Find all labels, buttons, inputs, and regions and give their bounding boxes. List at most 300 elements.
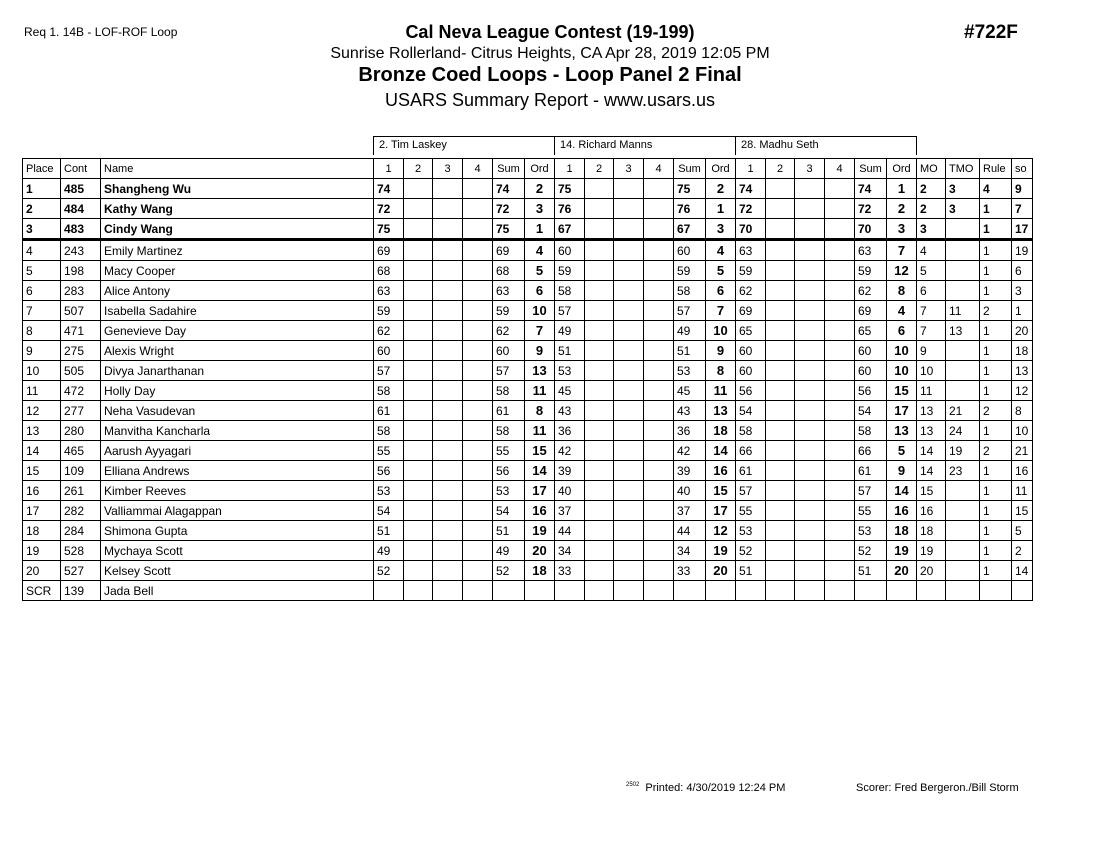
cell-cont: 505 [61, 361, 101, 381]
cell-j1-3 [433, 219, 463, 240]
cell-j2-3 [614, 219, 644, 240]
col-j2-sum: Sum [674, 159, 706, 179]
cell-j1-2 [404, 481, 433, 501]
cell-j1-1: 59 [374, 301, 404, 321]
cell-name: Shangheng Wu [101, 179, 374, 199]
cell-j1-sum [493, 581, 525, 601]
cell-mo [917, 581, 946, 601]
cell-cont: 198 [61, 261, 101, 281]
cell-place: 14 [23, 441, 61, 461]
cell-j2-3 [614, 321, 644, 341]
cell-j1-2 [404, 541, 433, 561]
cell-j1-4 [463, 421, 493, 441]
cell-j1-ord: 19 [525, 521, 555, 541]
cell-j1-1: 51 [374, 521, 404, 541]
cell-j1-sum: 75 [493, 219, 525, 240]
cell-j2-sum: 42 [674, 441, 706, 461]
cell-place: 12 [23, 401, 61, 421]
cell-place: SCR [23, 581, 61, 601]
cell-j3-3 [795, 381, 825, 401]
cell-rule: 1 [980, 421, 1012, 441]
cell-j2-3 [614, 281, 644, 301]
cell-j3-2 [766, 321, 795, 341]
cell-j1-3 [433, 281, 463, 301]
col-j3-4: 4 [825, 159, 855, 179]
cell-rule: 2 [980, 401, 1012, 421]
cell-rule: 1 [980, 561, 1012, 581]
cell-j3-sum: 61 [855, 461, 887, 481]
cell-j1-ord: 9 [525, 341, 555, 361]
cell-j1-3 [433, 261, 463, 281]
cell-j2-4 [644, 581, 674, 601]
cell-j2-sum: 39 [674, 461, 706, 481]
cell-mo: 9 [917, 341, 946, 361]
cell-j3-1 [736, 581, 766, 601]
cell-cont: 139 [61, 581, 101, 601]
cell-so: 1 [1012, 301, 1033, 321]
cell-j1-3 [433, 381, 463, 401]
cell-j1-2 [404, 381, 433, 401]
cell-so: 18 [1012, 341, 1033, 361]
cell-j2-2 [585, 501, 614, 521]
cell-place: 5 [23, 261, 61, 281]
cell-name: Elliana Andrews [101, 461, 374, 481]
cell-j2-4 [644, 261, 674, 281]
cell-j1-2 [404, 501, 433, 521]
cell-j2-2 [585, 541, 614, 561]
cell-j2-1: 53 [555, 361, 585, 381]
cell-cont: 284 [61, 521, 101, 541]
printed-date: Printed: 4/30/2019 12:24 PM [645, 782, 786, 794]
cell-j2-1: 59 [555, 261, 585, 281]
cell-place: 8 [23, 321, 61, 341]
cell-j3-2 [766, 401, 795, 421]
table-row [23, 281, 1033, 301]
cell-j2-ord: 14 [706, 441, 736, 461]
cell-mo: 2 [917, 199, 946, 219]
cell-j2-ord: 12 [706, 521, 736, 541]
table-row [23, 581, 1033, 601]
cell-j1-1: 54 [374, 501, 404, 521]
cell-place: 1 [23, 179, 61, 199]
cell-name: Isabella Sadahire [101, 301, 374, 321]
cell-j3-3 [795, 441, 825, 461]
cell-j2-2 [585, 219, 614, 240]
cell-j2-sum: 40 [674, 481, 706, 501]
cell-so: 21 [1012, 441, 1033, 461]
cell-j2-4 [644, 421, 674, 441]
cell-name: Macy Cooper [101, 261, 374, 281]
cell-rule: 1 [980, 501, 1012, 521]
cell-j2-sum: 58 [674, 281, 706, 301]
cell-j2-4 [644, 461, 674, 481]
col-so: so [1012, 159, 1033, 179]
cell-j1-sum: 63 [493, 281, 525, 301]
cell-j2-4 [644, 341, 674, 361]
cell-j2-2 [585, 401, 614, 421]
cell-j2-1: 42 [555, 441, 585, 461]
cell-j1-ord: 13 [525, 361, 555, 381]
cell-j2-4 [644, 361, 674, 381]
cell-j3-2 [766, 199, 795, 219]
col-j2-4: 4 [644, 159, 674, 179]
cell-j1-ord: 4 [525, 240, 555, 261]
cell-j2-3 [614, 381, 644, 401]
cell-tmo [946, 219, 980, 240]
table-row [23, 501, 1033, 521]
cell-j1-sum: 72 [493, 199, 525, 219]
cell-cont: 472 [61, 381, 101, 401]
cell-j1-4 [463, 501, 493, 521]
cell-j2-4 [644, 179, 674, 199]
cell-j2-1: 40 [555, 481, 585, 501]
cell-name: Kathy Wang [101, 199, 374, 219]
cell-j3-1: 63 [736, 240, 766, 261]
cell-j2-sum: 60 [674, 240, 706, 261]
cell-j3-2 [766, 521, 795, 541]
cell-j2-3 [614, 421, 644, 441]
cell-j3-1: 58 [736, 421, 766, 441]
cell-j2-1: 60 [555, 240, 585, 261]
cell-name: Kelsey Scott [101, 561, 374, 581]
cell-j1-sum: 61 [493, 401, 525, 421]
cell-j1-1: 57 [374, 361, 404, 381]
cell-j1-4 [463, 541, 493, 561]
cell-j3-4 [825, 219, 855, 240]
cell-j1-2 [404, 441, 433, 461]
cell-j3-sum: 72 [855, 199, 887, 219]
col-rule: Rule [980, 159, 1012, 179]
cell-j2-4 [644, 501, 674, 521]
cell-j3-4 [825, 321, 855, 341]
col-j3-1: 1 [736, 159, 766, 179]
cell-j3-4 [825, 240, 855, 261]
cell-j1-sum: 62 [493, 321, 525, 341]
table-row [23, 199, 1033, 219]
cell-j3-3 [795, 521, 825, 541]
col-j3-ord: Ord [887, 159, 917, 179]
cell-place: 17 [23, 501, 61, 521]
cell-j3-2 [766, 301, 795, 321]
cell-j2-3 [614, 401, 644, 421]
col-j1-2: 2 [404, 159, 433, 179]
cell-j3-3 [795, 461, 825, 481]
cell-j3-3 [795, 199, 825, 219]
cell-so: 16 [1012, 461, 1033, 481]
cell-so: 5 [1012, 521, 1033, 541]
cell-j1-3 [433, 321, 463, 341]
cell-j1-1: 75 [374, 219, 404, 240]
cell-j3-1: 74 [736, 179, 766, 199]
cell-tmo: 21 [946, 401, 980, 421]
cell-j2-4 [644, 301, 674, 321]
cell-j3-sum: 54 [855, 401, 887, 421]
col-j3-2: 2 [766, 159, 795, 179]
cell-so: 15 [1012, 501, 1033, 521]
cell-j3-1: 53 [736, 521, 766, 541]
cell-j3-2 [766, 441, 795, 461]
cell-tmo: 24 [946, 421, 980, 441]
cell-j1-1: 74 [374, 179, 404, 199]
cell-j1-3 [433, 199, 463, 219]
cell-j2-ord: 8 [706, 361, 736, 381]
cell-j1-2 [404, 179, 433, 199]
results-body [23, 179, 1033, 601]
cell-j1-2 [404, 219, 433, 240]
cell-mo: 20 [917, 561, 946, 581]
col-mo: MO [917, 159, 946, 179]
cell-j3-sum: 56 [855, 381, 887, 401]
cell-tmo [946, 501, 980, 521]
cell-name: Alice Antony [101, 281, 374, 301]
cell-j2-1: 44 [555, 521, 585, 541]
cell-j2-ord: 7 [706, 301, 736, 321]
cell-j2-3 [614, 261, 644, 281]
cell-mo: 4 [917, 240, 946, 261]
cell-j1-ord: 11 [525, 421, 555, 441]
cell-place: 10 [23, 361, 61, 381]
table-row [23, 521, 1033, 541]
cell-j3-2 [766, 341, 795, 361]
cell-j3-2 [766, 219, 795, 240]
cell-place: 7 [23, 301, 61, 321]
table-row [23, 461, 1033, 481]
cell-j2-3 [614, 199, 644, 219]
judge-header-1: 2. Tim Laskey [373, 136, 555, 155]
cell-j2-ord: 11 [706, 381, 736, 401]
cell-j2-2 [585, 240, 614, 261]
table-row [23, 541, 1033, 561]
cell-j1-sum: 57 [493, 361, 525, 381]
cell-j3-2 [766, 381, 795, 401]
cell-j3-1: 70 [736, 219, 766, 240]
cell-j3-sum: 59 [855, 261, 887, 281]
cell-rule: 4 [980, 179, 1012, 199]
cell-j2-1: 57 [555, 301, 585, 321]
cell-j1-3 [433, 421, 463, 441]
table-row [23, 441, 1033, 461]
cell-j1-ord [525, 581, 555, 601]
col-j2-1: 1 [555, 159, 585, 179]
cell-j1-ord: 3 [525, 199, 555, 219]
cell-so: 6 [1012, 261, 1033, 281]
cell-j3-ord: 19 [887, 541, 917, 561]
cell-j1-2 [404, 561, 433, 581]
cell-place: 13 [23, 421, 61, 441]
cell-mo: 11 [917, 381, 946, 401]
cell-j1-1: 63 [374, 281, 404, 301]
cell-j1-1: 56 [374, 461, 404, 481]
cell-mo: 15 [917, 481, 946, 501]
cell-place: 6 [23, 281, 61, 301]
cell-j2-ord: 16 [706, 461, 736, 481]
cell-j3-1: 66 [736, 441, 766, 461]
cell-so: 12 [1012, 381, 1033, 401]
cell-j1-4 [463, 361, 493, 381]
cell-j2-2 [585, 521, 614, 541]
table-row [23, 219, 1033, 240]
cell-j3-3 [795, 581, 825, 601]
cell-j1-1: 62 [374, 321, 404, 341]
cell-tmo: 19 [946, 441, 980, 461]
cell-j3-4 [825, 521, 855, 541]
cell-mo: 5 [917, 261, 946, 281]
cell-cont: 507 [61, 301, 101, 321]
cell-j2-ord: 10 [706, 321, 736, 341]
cell-rule: 1 [980, 381, 1012, 401]
cell-rule: 1 [980, 199, 1012, 219]
cell-j2-4 [644, 481, 674, 501]
cell-j1-3 [433, 561, 463, 581]
cell-j1-ord: 10 [525, 301, 555, 321]
cell-j1-3 [433, 341, 463, 361]
cell-j2-1: 43 [555, 401, 585, 421]
cell-j3-2 [766, 281, 795, 301]
cell-j3-sum: 60 [855, 361, 887, 381]
cell-place: 11 [23, 381, 61, 401]
cell-j1-sum: 59 [493, 301, 525, 321]
cell-j3-ord: 13 [887, 421, 917, 441]
cell-name: Holly Day [101, 381, 374, 401]
cell-j2-4 [644, 401, 674, 421]
cell-j2-3 [614, 361, 644, 381]
cell-rule [980, 581, 1012, 601]
cell-j1-1: 60 [374, 341, 404, 361]
cell-j1-sum: 74 [493, 179, 525, 199]
cell-j2-sum: 59 [674, 261, 706, 281]
cell-j1-2 [404, 321, 433, 341]
cell-j1-3 [433, 481, 463, 501]
cell-j3-1: 62 [736, 281, 766, 301]
cell-j1-ord: 20 [525, 541, 555, 561]
col-cont: Cont [61, 159, 101, 179]
cell-mo: 2 [917, 179, 946, 199]
cell-rule: 2 [980, 441, 1012, 461]
cell-j1-4 [463, 341, 493, 361]
cell-cont: 527 [61, 561, 101, 581]
col-j3-3: 3 [795, 159, 825, 179]
cell-tmo: 23 [946, 461, 980, 481]
cell-j3-sum: 62 [855, 281, 887, 301]
cell-j3-1: 61 [736, 461, 766, 481]
cell-so: 7 [1012, 199, 1033, 219]
cell-j1-3 [433, 301, 463, 321]
cell-j1-sum: 58 [493, 381, 525, 401]
cell-tmo: 3 [946, 199, 980, 219]
cell-cont: 283 [61, 281, 101, 301]
cell-rule: 1 [980, 481, 1012, 501]
cell-j1-4 [463, 240, 493, 261]
cell-j2-3 [614, 541, 644, 561]
cell-j2-4 [644, 561, 674, 581]
cell-j2-sum: 67 [674, 219, 706, 240]
cell-j2-ord: 17 [706, 501, 736, 521]
cell-j2-2 [585, 281, 614, 301]
cell-j3-2 [766, 501, 795, 521]
cell-j2-sum: 44 [674, 521, 706, 541]
cell-j3-ord: 8 [887, 281, 917, 301]
cell-so: 8 [1012, 401, 1033, 421]
cell-tmo [946, 481, 980, 501]
cell-j3-sum: 55 [855, 501, 887, 521]
cell-j3-ord: 6 [887, 321, 917, 341]
cell-j3-ord: 17 [887, 401, 917, 421]
cell-j2-1: 75 [555, 179, 585, 199]
cell-j3-4 [825, 199, 855, 219]
cell-tmo [946, 381, 980, 401]
cell-j2-2 [585, 561, 614, 581]
cell-j3-sum: 52 [855, 541, 887, 561]
cell-so: 13 [1012, 361, 1033, 381]
cell-j1-2 [404, 341, 433, 361]
table-row [23, 341, 1033, 361]
cell-tmo: 3 [946, 179, 980, 199]
cell-j2-sum: 36 [674, 421, 706, 441]
cell-name: Shimona Gupta [101, 521, 374, 541]
cell-so: 2 [1012, 541, 1033, 561]
cell-tmo: 13 [946, 321, 980, 341]
cell-tmo [946, 521, 980, 541]
cell-tmo [946, 541, 980, 561]
cell-tmo [946, 281, 980, 301]
cell-j1-1: 52 [374, 561, 404, 581]
cell-j1-1: 49 [374, 541, 404, 561]
cell-place: 9 [23, 341, 61, 361]
cell-mo: 13 [917, 401, 946, 421]
cell-j1-2 [404, 281, 433, 301]
cell-mo: 19 [917, 541, 946, 561]
requirement-label: Req 1. 14B - LOF-ROF Loop [24, 25, 178, 39]
cell-j3-2 [766, 561, 795, 581]
cell-j3-sum: 69 [855, 301, 887, 321]
cell-so: 20 [1012, 321, 1033, 341]
cell-j1-1 [374, 581, 404, 601]
cell-tmo [946, 561, 980, 581]
cell-j3-4 [825, 461, 855, 481]
cell-j2-2 [585, 581, 614, 601]
cell-j3-1: 55 [736, 501, 766, 521]
cell-j3-3 [795, 481, 825, 501]
event-title: Bronze Coed Loops - Loop Panel 2 Final [358, 64, 742, 86]
cell-j1-ord: 5 [525, 261, 555, 281]
cell-tmo [946, 361, 980, 381]
cell-j3-2 [766, 361, 795, 381]
cell-place: 3 [23, 219, 61, 240]
cell-j3-sum: 57 [855, 481, 887, 501]
cell-mo: 13 [917, 421, 946, 441]
cell-j1-3 [433, 521, 463, 541]
cell-cont: 465 [61, 441, 101, 461]
cell-so: 17 [1012, 219, 1033, 240]
cell-j1-3 [433, 501, 463, 521]
col-name: Name [101, 159, 374, 179]
event-code: #722F [964, 22, 1018, 43]
cell-j1-1: 61 [374, 401, 404, 421]
cell-j1-4 [463, 261, 493, 281]
cell-j3-4 [825, 401, 855, 421]
cell-j3-2 [766, 179, 795, 199]
cell-rule: 1 [980, 341, 1012, 361]
cell-j2-2 [585, 461, 614, 481]
cell-so: 11 [1012, 481, 1033, 501]
cell-mo: 7 [917, 301, 946, 321]
cell-j2-1: 76 [555, 199, 585, 219]
cell-so: 3 [1012, 281, 1033, 301]
cell-j1-sum: 60 [493, 341, 525, 361]
cell-j1-1: 55 [374, 441, 404, 461]
cell-j3-1: 60 [736, 361, 766, 381]
cell-j2-ord: 4 [706, 240, 736, 261]
